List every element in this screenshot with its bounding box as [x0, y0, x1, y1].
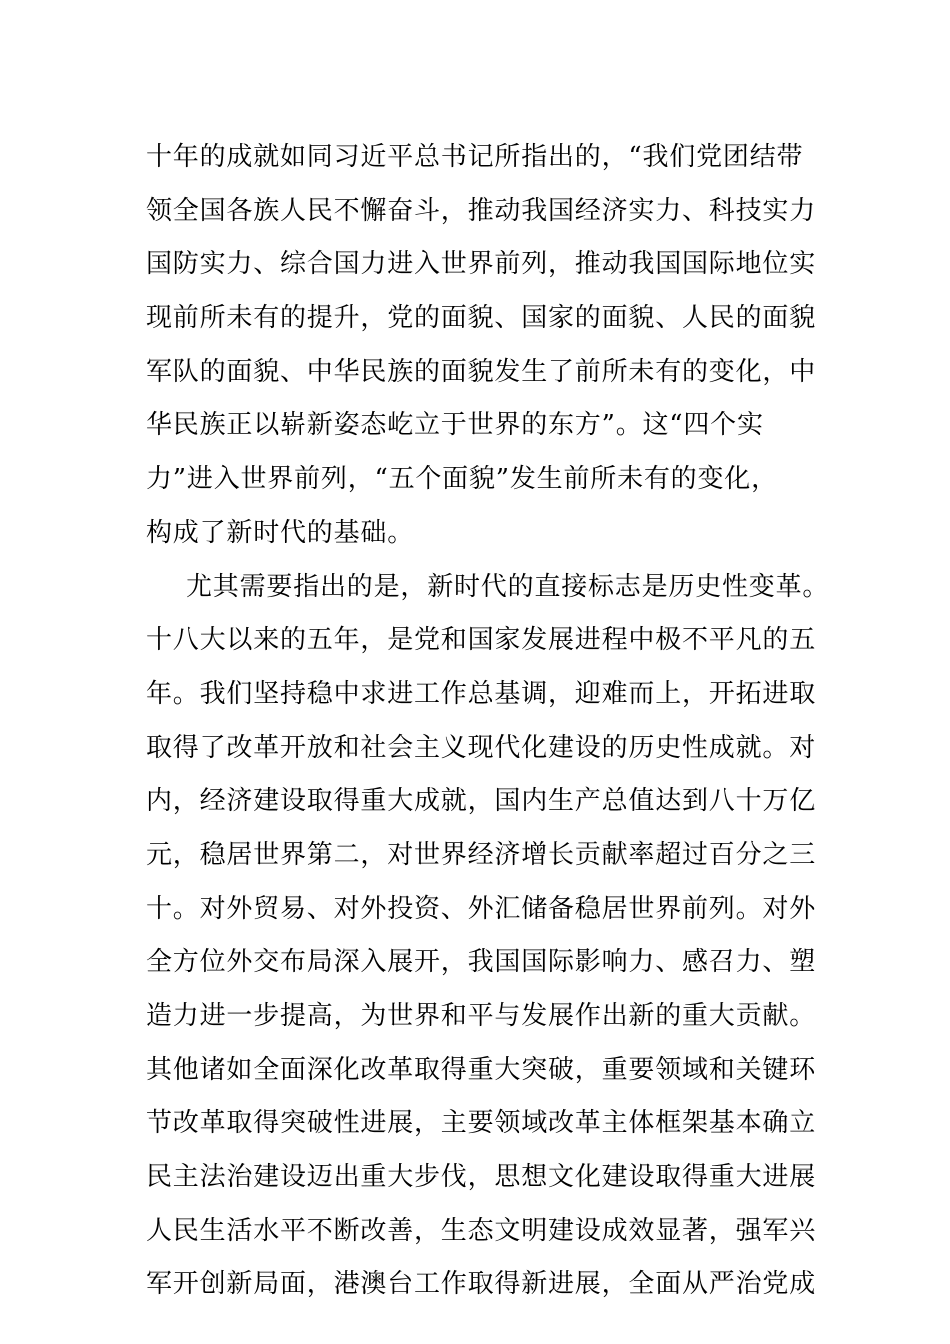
text-line-2: 领全国各族人民不懈奋斗，推动我国经济实力、科技实力 [146, 195, 817, 226]
text-line-18: 其他诸如全面深化改革取得重大突破，重要领域和关键环 [146, 1054, 817, 1085]
text-line-13: 内，经济建设取得重大成就，国内生产总值达到八十万亿 [146, 786, 817, 817]
text-line-12: 取得了改革开放和社会主义现代化建设的历史性成就。对 [146, 732, 817, 763]
text-line-3: 国防实力、综合国力进入世界前列，推动我国国际地位实 [146, 249, 817, 280]
text-line-8: 构成了新时代的基础。 [146, 517, 415, 548]
text-line-10: 十八大以来的五年，是党和国家发展进程中极不平凡的五 [146, 625, 817, 656]
text-line-16: 全方位外交布局深入展开，我国国际影响力、感召力、塑 [146, 947, 817, 978]
text-line-21: 人民生活水平不断改善，生态文明建设成效显著，强军兴 [146, 1215, 817, 1246]
text-line-1: 十年的成就如同习近平总书记所指出的，“我们党团结带 [146, 142, 804, 172]
text-line-17: 造力进一步提高，为世界和平与发展作出新的重大贡献。 [146, 1001, 817, 1031]
body-text [146, 131, 830, 1312]
text-line-22: 军开创新局面，港澳台工作取得新进展，全面从严治党成 [146, 1269, 817, 1300]
text-line-7: 力”进入世界前列，“五个面貌”发生前所未有的变化， [146, 464, 778, 495]
text-line-6: 华民族正以崭新姿态屹立于世界的东方”。这“四个实 [146, 410, 764, 441]
text-line-19: 节改革取得突破性进展，主要领域改革主体框架基本确立 [146, 1108, 817, 1139]
text-line-11: 年。我们坚持稳中求进工作总基调，迎难而上，开拓进取 [146, 678, 817, 709]
text-line-5: 军队的面貌、中华民族的面貌发生了前所未有的变化，中 [146, 356, 817, 387]
text-line-15: 十。对外贸易、对外投资、外汇储备稳居世界前列。对外 [146, 893, 817, 924]
text-line-14: 元，稳居世界第二，对世界经济增长贡献率超过百分之三 [146, 839, 817, 870]
text-line-20: 民主法治建设迈出重大步伐，思想文化建设取得重大进展 [146, 1162, 817, 1193]
text-line-9: 尤其需要指出的是，新时代的直接标志是历史性变革。 [186, 571, 830, 602]
text-line-4: 现前所未有的提升，党的面貌、国家的面貌、人民的面貌 [146, 303, 817, 334]
